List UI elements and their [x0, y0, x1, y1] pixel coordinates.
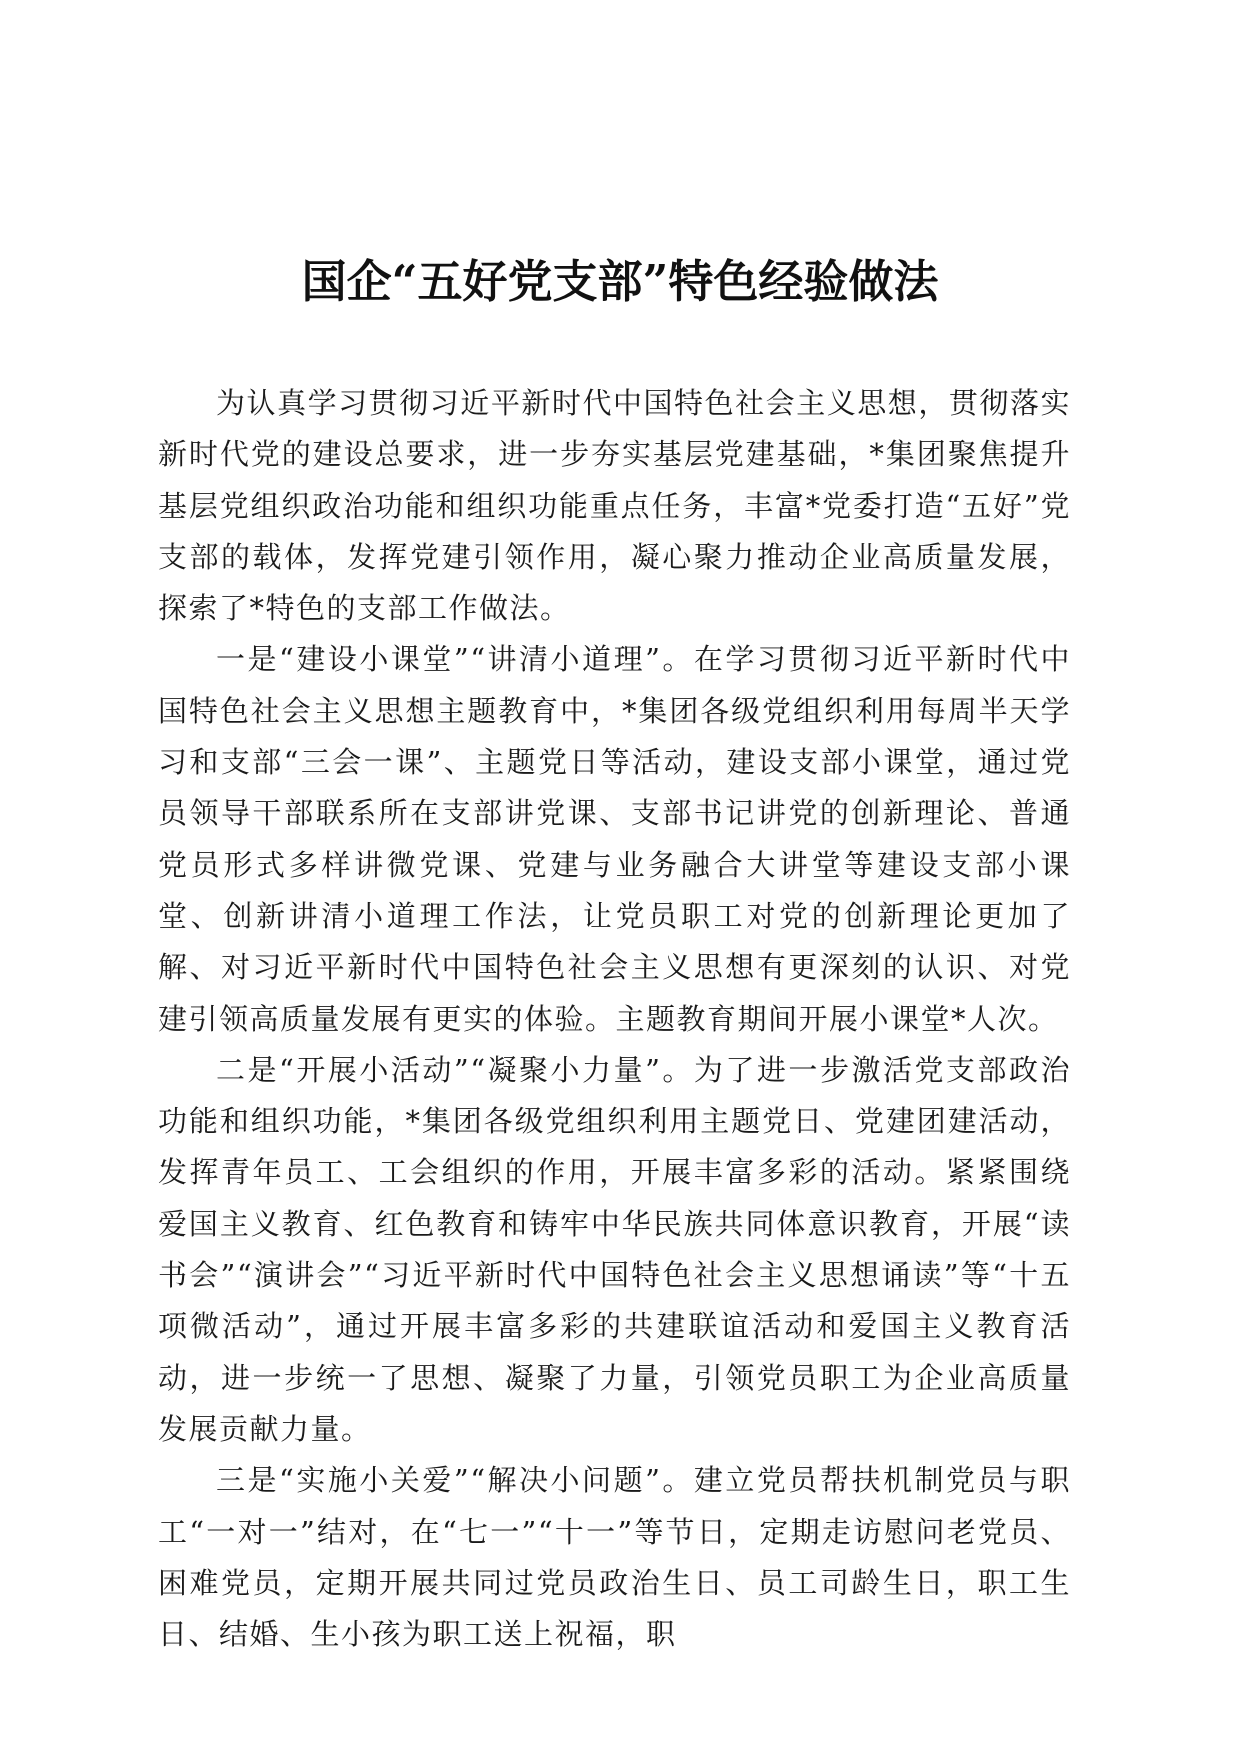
document-title: 国企“五好党支部”特色经验做法 [301, 255, 939, 308]
paragraph-point-two: 二是“开展小活动”“凝聚小力量”。为了进一步激活党支部政治功能和组织功能，*集团各级党组织利用主题党日、党建团建活动，发挥青年员工、工会组织的作用，开展丰富多彩的活动。紧紧围绕爱国主义教育、红色教育和铸牢中华民族共同体意识教育，开展“读书会”“演讲会”“习近平新时代中国特色社会主义思想诵读”等“十五项微活动”，通过开展丰富多彩的共建联谊活动和爱国主义教育活动，进一步统一了思想、凝聚了力量，引领党员职工为企业高质量发展贡献力量。 [158, 1052, 1071, 1446]
document-body [158, 378, 1071, 1660]
paragraph-intro: 为认真学习贯彻习近平新时代中国特色社会主义思想，贯彻落实新时代党的建设总要求，进一步夯实基层党建基础，*集团聚焦提升基层党组织政治功能和组织功能重点任务，丰富*党委打造“五好”党支部的载体，发挥党建引领作用，凝心聚力推动企业高质量发展，探索了*特色的支部工作做法。 [158, 386, 1071, 626]
paragraph-point-three: 三是“实施小关爱”“解决小问题”。建立党员帮扶机制党员与职工“一对一”结对，在“七一”“十一”等节日，定期走访慰问老党员、困难党员，定期开展共同过党员政治生日、员工司龄生日，职工生日、结婚、生小孩为职工送上祝福，职 [158, 1463, 1071, 1652]
paragraph-point-one: 一是“建设小课堂”“讲清小道理”。在学习贯彻习近平新时代中国特色社会主义思想主题教育中，*集团各级党组织利用每周半天学习和支部“三会一课”、主题党日等活动，建设支部小课堂，通过党员领导干部联系所在支部讲党课、支部书记讲党的创新理论、普通党员形式多样讲微党课、党建与业务融合大讲堂等建设支部小课堂、创新讲清小道理工作法，让党员职工对党的创新理论更加了解、对习近平新时代中国特色社会主义思想有更深刻的认识、对党建引领高质量发展有更实的体验。主题教育期间开展小课堂*人次。 [158, 642, 1071, 1036]
